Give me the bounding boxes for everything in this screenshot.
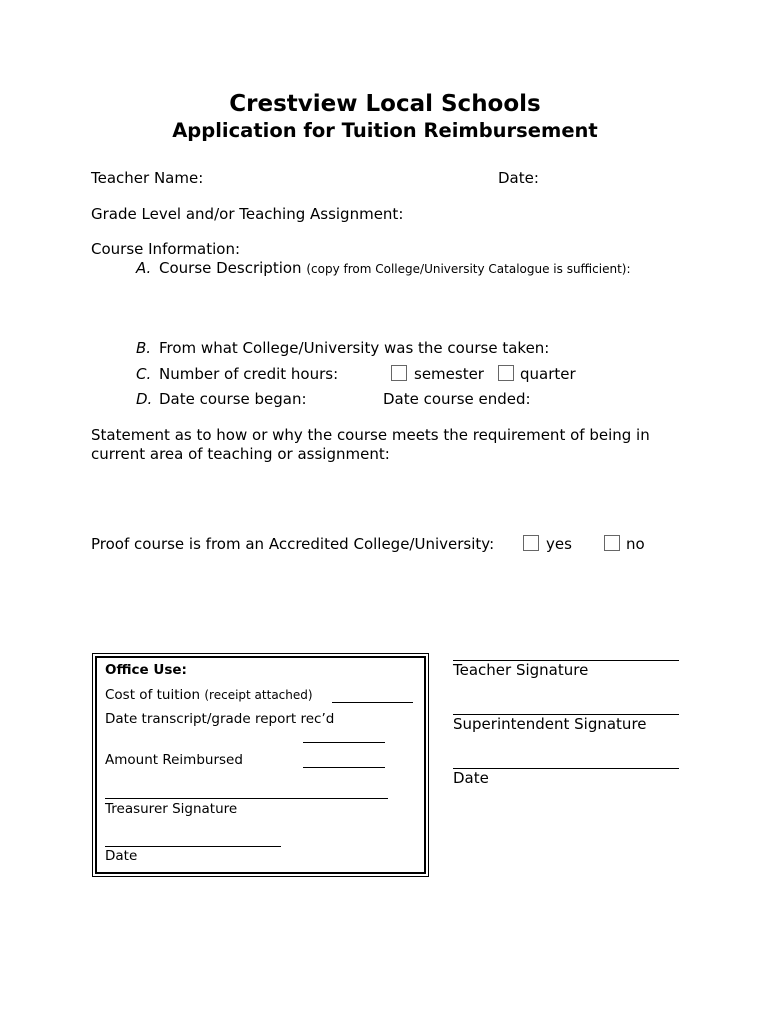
office-date-line[interactable] [105, 846, 281, 847]
course-description-label [159, 259, 631, 277]
course-information-label: Course Information: [91, 240, 241, 258]
statement-line-1: Statement as to how or why the course meets the requirement of being in [91, 426, 650, 444]
yes-checkbox[interactable] [523, 535, 539, 551]
date-label: Date: [498, 169, 539, 187]
grade-level-label: Grade Level and/or Teaching Assignment: [91, 205, 404, 223]
cost-of-tuition-text: Cost of tuition [105, 687, 201, 703]
item-b-letter: B. [136, 339, 152, 357]
treasurer-signature-line[interactable] [105, 798, 388, 799]
office-date-label: Date [105, 848, 138, 864]
amount-reimbursed-label: Amount Reimbursed [105, 752, 243, 768]
teacher-name-label: Teacher Name: [91, 169, 204, 187]
teacher-signature-label: Teacher Signature [453, 661, 589, 679]
date-ended-label: Date course ended: [383, 390, 531, 408]
amount-reimbursed-line[interactable] [303, 767, 385, 768]
item-a-letter: A. [136, 259, 152, 277]
transcript-received-label: Date transcript/grade report rec’d [105, 711, 335, 727]
organization-title: Crestview Local Schools [229, 91, 541, 117]
superintendent-signature-label: Superintendent Signature [453, 715, 647, 733]
no-checkbox[interactable] [604, 535, 620, 551]
yes-label: yes [546, 535, 572, 553]
signature-date-label: Date [453, 769, 489, 787]
course-description-note: (copy from College/University Catalogue is sufficient): [306, 262, 631, 276]
quarter-checkbox[interactable] [498, 365, 514, 381]
no-label: no [626, 535, 645, 553]
cost-of-tuition-label [105, 687, 313, 703]
form-title: Application for Tuition Reimbursement [172, 119, 598, 142]
quarter-label: quarter [520, 365, 576, 383]
college-university-label: From what College/University was the course taken: [159, 339, 550, 357]
cost-of-tuition-line[interactable] [332, 702, 413, 703]
semester-checkbox[interactable] [391, 365, 407, 381]
office-use-heading: Office Use: [105, 662, 187, 678]
date-began-label: Date course began: [159, 390, 307, 408]
receipt-attached-note: (receipt attached) [204, 688, 313, 702]
semester-label: semester [414, 365, 484, 383]
course-description-text: Course Description [159, 259, 302, 277]
credit-hours-label: Number of credit hours: [159, 365, 339, 383]
item-c-letter: C. [136, 365, 152, 383]
statement-line-2: current area of teaching or assignment: [91, 445, 390, 463]
item-d-letter: D. [136, 390, 153, 408]
transcript-date-line[interactable] [303, 742, 385, 743]
accredited-proof-label: Proof course is from an Accredited College/University: [91, 535, 495, 553]
treasurer-signature-label: Treasurer Signature [105, 801, 238, 817]
